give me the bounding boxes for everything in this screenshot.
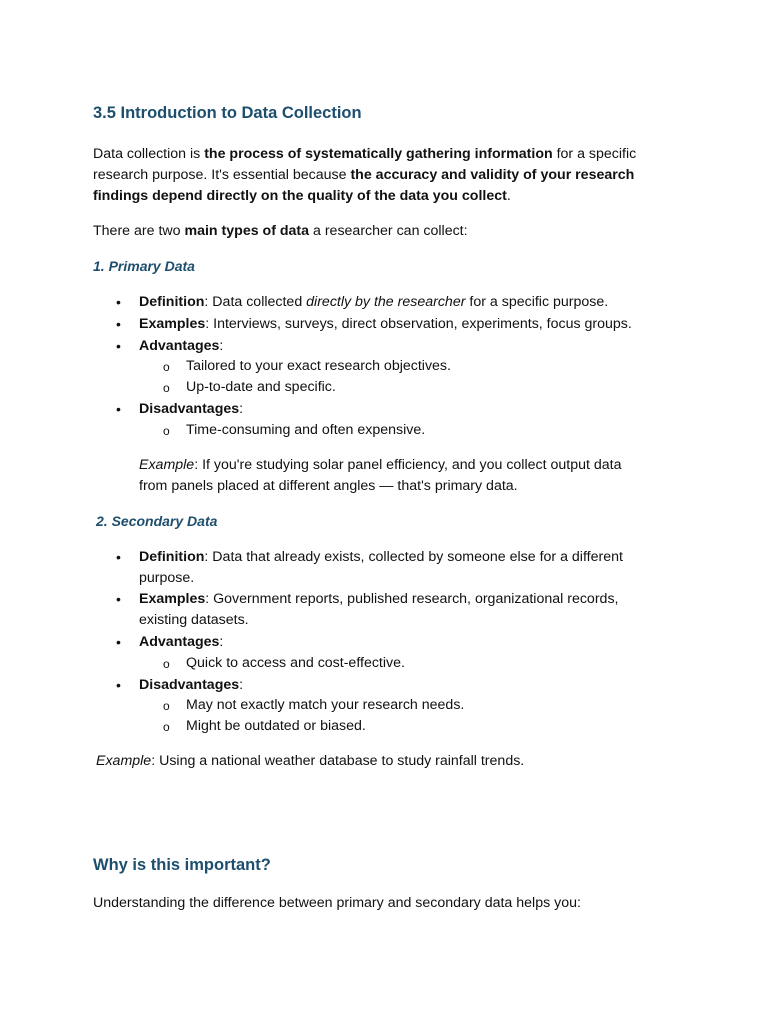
types-intro-bold: main types of data [184, 223, 310, 239]
emphasis: directly by the researcher [306, 294, 466, 310]
types-intro [93, 221, 468, 242]
secondary-disadvantage-item: May not exactly match your research needs. [186, 697, 465, 713]
label: Advantages [139, 634, 220, 650]
secondary-definition-cont: purpose. [139, 570, 195, 586]
primary-advantage-item: Tailored to your exact research objectives. [186, 358, 451, 374]
primary-examples [139, 314, 632, 335]
label: Examples [139, 591, 206, 607]
circle-bullet-icon: o [163, 381, 170, 395]
bullet-icon: • [116, 338, 121, 354]
label: Advantages [139, 338, 220, 354]
text: : [219, 634, 224, 650]
intro-bold: the accuracy and validity of your research [350, 167, 635, 183]
circle-bullet-icon: o [163, 720, 170, 734]
secondary-disadvantage-item: Might be outdated or biased. [186, 718, 366, 734]
secondary-examples-cont: existing datasets. [139, 612, 249, 628]
types-intro-text: There are two [93, 223, 185, 239]
label: Definition [139, 294, 205, 310]
circle-bullet-icon: o [163, 360, 170, 374]
bullet-icon: • [116, 591, 121, 607]
label: Disadvantages [139, 677, 240, 693]
text: : If you're studying solar panel efficiency, and you collect output data [194, 457, 622, 473]
primary-advantages [139, 336, 223, 357]
label: Definition [139, 549, 205, 565]
text: : Data collected [204, 294, 307, 310]
text: : Data that already exists, collected by someone else for a different [204, 549, 623, 565]
secondary-data-heading: 2. Secondary Data [96, 513, 218, 529]
importance-text: Understanding the difference between primary and secondary data helps you: [93, 895, 581, 911]
text: : Interviews, surveys, direct observation, experiments, focus groups. [205, 316, 632, 332]
secondary-definition [139, 547, 623, 568]
bullet-icon: • [116, 677, 121, 693]
secondary-examples [139, 589, 618, 610]
label: Disadvantages [139, 401, 240, 417]
intro-text: . [506, 188, 511, 204]
example-label: Example [96, 753, 152, 769]
bullet-icon: • [116, 401, 121, 417]
secondary-example [96, 751, 524, 772]
intro-line-3 [93, 186, 511, 207]
primary-data-heading: 1. Primary Data [93, 258, 195, 274]
intro-line-2 [93, 165, 634, 186]
intro-bold: findings depend directly on the quality of the data you collect [93, 188, 507, 204]
text: : [239, 401, 244, 417]
secondary-advantages [139, 632, 223, 653]
primary-example-line-2: from panels placed at different angles — that's primary data. [139, 478, 518, 494]
text: : Using a national weather database to study rainfall trends. [151, 753, 525, 769]
primary-disadvantage-item: Time-consuming and often expensive. [186, 422, 426, 438]
primary-example-line-1 [139, 455, 621, 476]
text: : [239, 677, 244, 693]
secondary-disadvantages [139, 675, 243, 696]
primary-advantage-item: Up-to-date and specific. [186, 379, 336, 395]
intro-text: Data collection is [93, 146, 205, 162]
intro-text: research purpose. It's essential because [93, 167, 351, 183]
intro-text: for a specific [552, 146, 637, 162]
intro-line-1 [93, 144, 636, 165]
bullet-icon: • [116, 549, 121, 565]
circle-bullet-icon: o [163, 657, 170, 671]
example-label: Example [139, 457, 195, 473]
bullet-icon: • [116, 294, 121, 310]
types-intro-text: a researcher can collect: [309, 223, 468, 239]
label: Examples [139, 316, 206, 332]
circle-bullet-icon: o [163, 699, 170, 713]
circle-bullet-icon: o [163, 424, 170, 438]
bullet-icon: • [116, 316, 121, 332]
secondary-advantage-item: Quick to access and cost-effective. [186, 655, 405, 671]
section-title: 3.5 Introduction to Data Collection [93, 104, 362, 122]
importance-heading: Why is this important? [93, 856, 271, 874]
text: : [219, 338, 224, 354]
text: : Government reports, published research, organizational records, [205, 591, 619, 607]
intro-bold: the process of systematically gathering information [204, 146, 553, 162]
bullet-icon: • [116, 634, 121, 650]
primary-disadvantages [139, 399, 243, 420]
text: for a specific purpose. [465, 294, 609, 310]
primary-definition [139, 292, 608, 313]
